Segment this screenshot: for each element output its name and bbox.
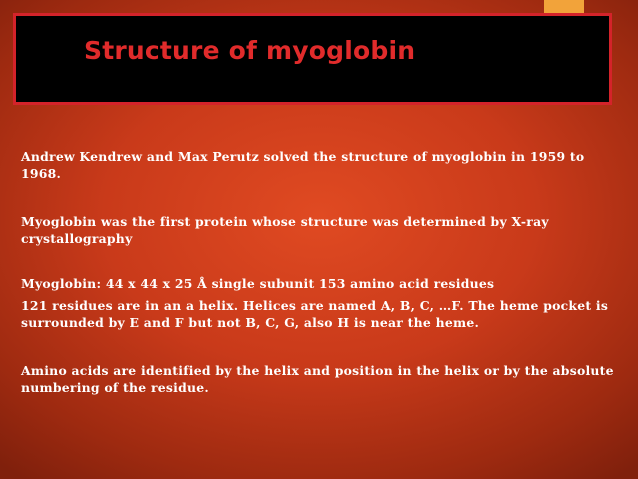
paragraph-first-protein: Myoglobin was the first protein whose structure was determined by X-ray crystallography — [21, 214, 549, 246]
slide-title: Structure of myoglobin — [84, 36, 416, 65]
paragraph-discovery: Andrew Kendrew and Max Perutz solved the structure of myoglobin in 1959 to 1968. — [21, 149, 585, 181]
paragraph-dimensions: Myoglobin: 44 x 44 x 25 Å single subunit 153 amino acid residues — [21, 276, 495, 291]
paragraph-helices: 121 residues are in an a helix. Helices are named A, B, C, …F. The heme pocket is surrounded by E and F but not B, C, G, also H is near the heme. — [21, 298, 609, 330]
title-bar — [13, 13, 612, 105]
slide-body — [21, 148, 617, 396]
paragraph-amino-acids: Amino acids are identified by the helix and position in the helix or by the absolute numbering of the residue. — [21, 363, 614, 395]
